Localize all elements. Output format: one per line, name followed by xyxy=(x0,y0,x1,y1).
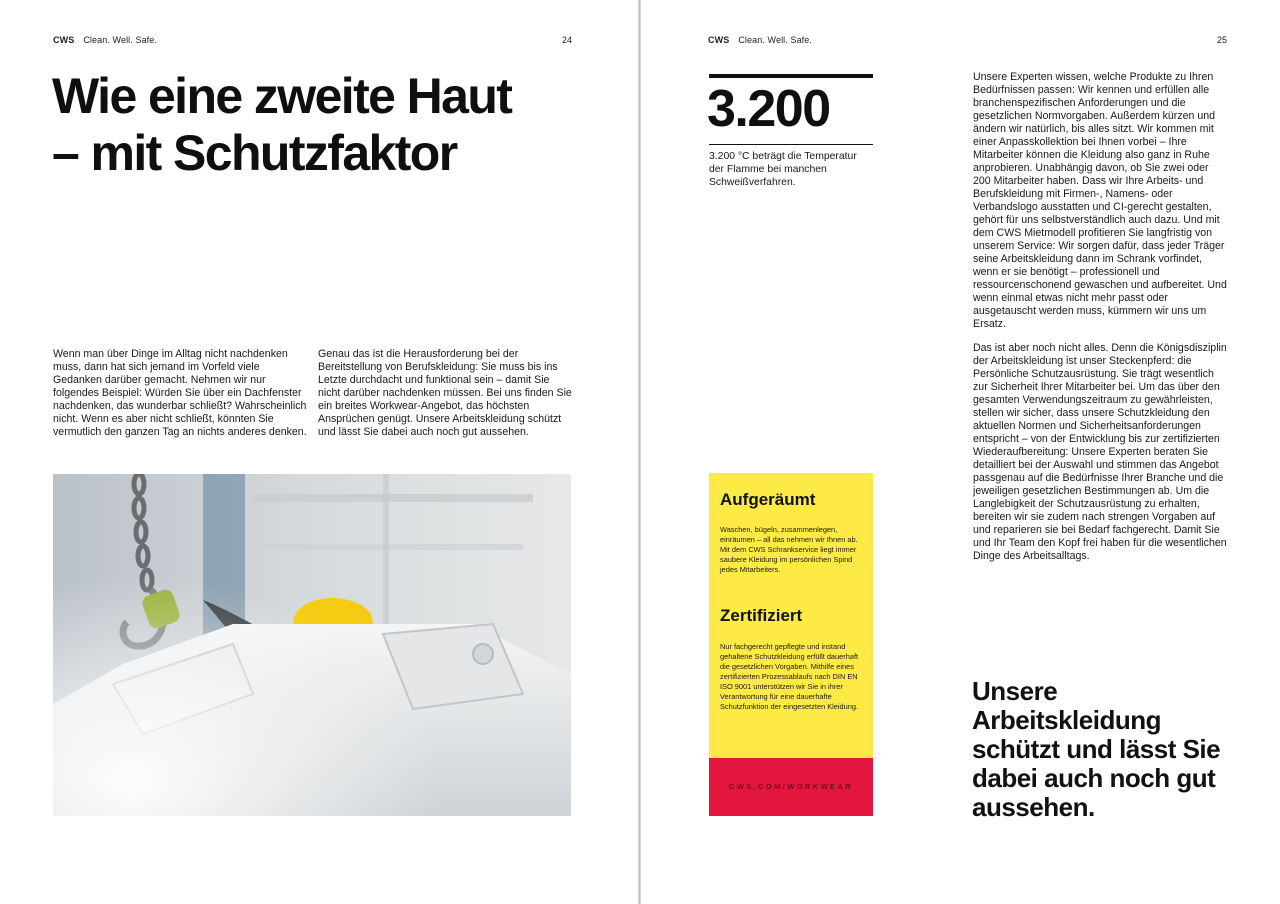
info-box-heading-aufgeraeumt: Aufgeräumt xyxy=(720,490,816,509)
stat-number: 3.200 xyxy=(707,80,830,138)
pull-quote: Unsere Arbeitskleidung schützt und lässt Sie dabei auch noch gut aussehen. xyxy=(972,676,1221,822)
body-paragraph-1: Unsere Experten wissen, welche Produkte zu Ihren Bedürfnissen passen: Wir kennen und erfüllen alle branchenspezifischen Anforderungen und die gesetzlichen Normvorgaben. Außerdem kürzen und ändern wir natürlich, bis alles sitzt. Wir kommen mit einer Anpasskollektion bei Ihnen vorbei – Ihre Mitarbeiter können die Kleidung also ganz in Ruhe anprobieren. Unabhängig davon, ob Sie zwei oder 200 Mitarbeiter haben. Dass wir Ihre Arbeits- und Berufskleidung mit Firmen-, Namens- oder Verbandslogo ausstatten und CI-gerecht gestalten, gehört für uns selbstverständlich auch dazu. Und mit dem CWS Mietmodell profitieren Sie langfristig von unserem Service: Wir sorgen dafür, dass jeder Träger seine Arbeitskleidung dann im Schrank vorfindet, wenn er sie benötigt – professionell und ressourcenschonend gewaschen und aufbereitet. Und wenn einmal etwas nicht mehr passt oder ausgetauscht werden muss, kümmern wir uns um Ersatz. xyxy=(973,71,1227,330)
stat-rule-top xyxy=(709,74,873,78)
running-header xyxy=(708,35,812,45)
info-box-text-zertifiziert: Nur fachgerecht gepflegte und instand gehaltene Schutzkleidung erfüllt dauerhaft die gesetzlichen Vorgaben. Mithilfe eines zertifizierten Prozessablaufs nach DIN EN ISO 9001 unterstützen wir Sie in ihrer Verantwortung für eine dauerhafte Schutzfunktion der eingesetzten Kleidung. xyxy=(720,642,859,711)
info-box-heading-zertifiziert: Zertifiziert xyxy=(720,606,803,625)
header-tagline: Clean. Well. Safe. xyxy=(83,35,157,45)
intro-column-1: Wenn man über Dinge im Alltag nicht nachdenken muss, dann hat sich jemand im Vorfeld viele Gedanken darüber gemacht. Nehmen wir nur folgendes Beispiel: Würden Sie über ein Dachfenster nachdenken, das wunderbar schließt? Wahrscheinlich nicht. Wenn es aber nicht schließt, könnten Sie vermutlich den ganzen Tag an nichts anderes denken. xyxy=(53,348,307,438)
info-box-footer xyxy=(709,758,873,816)
body-paragraph-2: Das ist aber noch nicht alles. Denn die Königsdisziplin der Arbeitskleidung ist unser Steckenpferd: die Persönliche Schutzausrüstung. Sie trägt wesentlich zur Sicherheit Ihrer Mitarbeiter bei. Um das über den gesamten Verwendungszeitraum zu gewährleisten, stellen wir sicher, dass unsere Schutzkleidung den aktuellen Normen und Sicherheitsanforderungen entspricht – von der Entwicklung bis zur zertifizierten Wiederaufbereitung: Unsere Experten beraten Sie detailliert bei der Auswahl und stimmen das Angebot passgenau auf die Bedürfnisse Ihrer Branche und die jeweiligen gesetzlichen Bestimmungen ab. Um die Langlebigkeit der Schutzausrüstung zu erhalten, bereiten wir sie zudem nach strengen Vorgaben auf und reparieren sie bei Bedarf fachgerecht. Damit Sie und Ihr Team den Kopf frei haben für die wesentlichen Dinge des Arbeitsalltags. xyxy=(973,342,1227,562)
header-brand: CWS xyxy=(53,35,75,45)
worker-photo-illustration xyxy=(53,474,571,816)
stat-rule-bottom xyxy=(709,144,873,145)
workwear-link[interactable]: CWS.COM/WORKWEAR xyxy=(728,782,854,791)
running-header xyxy=(53,35,157,45)
page-number: 25 xyxy=(1217,35,1228,45)
stat-caption: 3.200 °C beträgt die Temperatur der Flamme bei manchen Schweißverfahren. xyxy=(709,151,857,188)
worker-photo xyxy=(53,474,571,816)
header-brand: CWS xyxy=(708,35,730,45)
left-page xyxy=(0,0,639,904)
headline: Wie eine zweite Haut – mit Schutzfaktor xyxy=(52,68,512,181)
info-box xyxy=(709,473,873,816)
header-tagline: Clean. Well. Safe. xyxy=(738,35,812,45)
info-box-text-aufgeraeumt: Waschen, bügeln, zusammenlegen, einräumen – all das nehmen wir Ihnen ab. Mit dem CWS Schrankservice liegt immer saubere Kleidung im persönlichen Spind jedes Mitarbeiters. xyxy=(720,525,858,574)
page-number: 24 xyxy=(562,35,573,45)
intro-column-2: Genau das ist die Herausforderung bei der Bereitstellung von Berufskleidung: Sie muss bis ins Letzte durchdacht und funktional sein – damit Sie nicht darüber nachdenken müssen. Bei uns finden Sie ein breites Workwear-Angebot, das höchsten Ansprüchen genügt. Unsere Arbeitskleidung schützt und lässt Sie dabei auch noch gut aussehen. xyxy=(318,348,572,438)
